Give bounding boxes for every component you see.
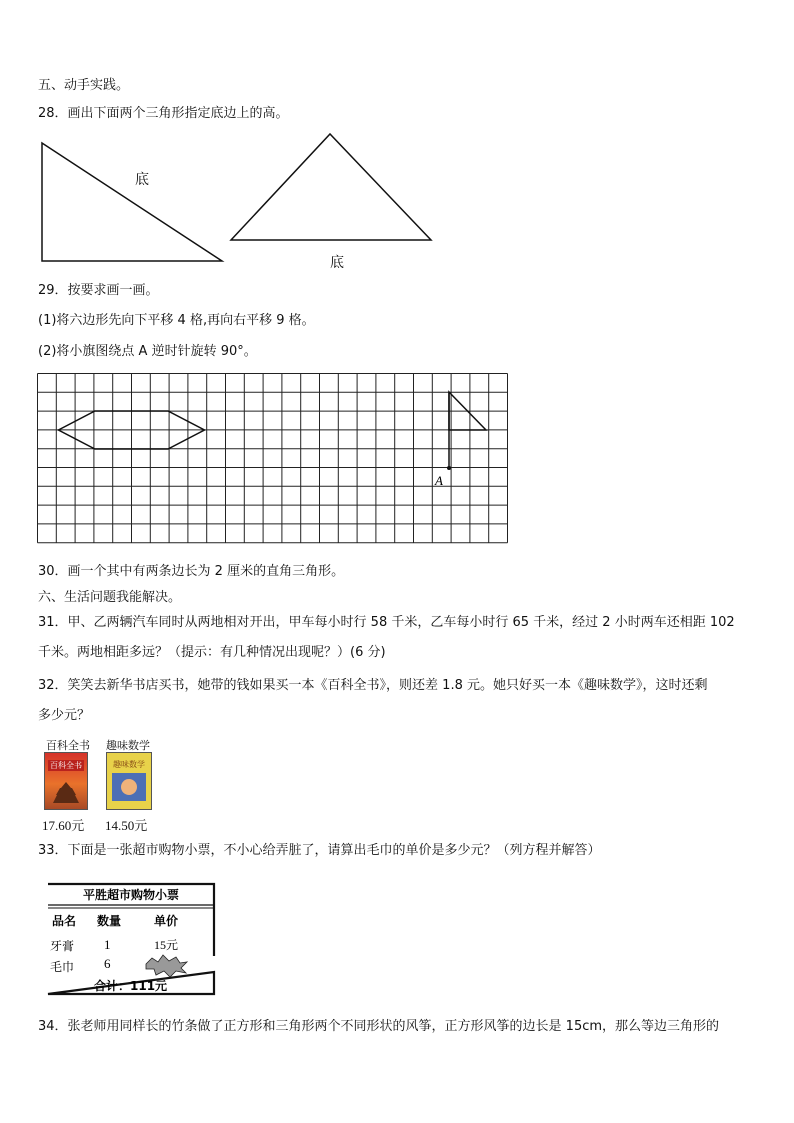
point-a-label: A	[435, 473, 443, 488]
section-title-6: 六、生活问题我能解决。	[38, 590, 182, 605]
book2-cover-text: 趣味数学	[113, 760, 145, 769]
receipt-row1-qty: 1	[104, 937, 111, 952]
book2-title: 趣味数学	[106, 739, 150, 752]
receipt	[42, 878, 222, 1000]
dirt-stain	[146, 955, 187, 977]
question-31-line2: 千米。两地相距多远？（提示：有几种情况出现呢？）(6 分)	[38, 645, 386, 660]
book2-cover	[106, 752, 152, 810]
receipt-total: 合计：111元	[94, 979, 168, 993]
receipt-header-name: 品名	[52, 914, 77, 928]
question-34: 34．张老师用同样长的竹条做了正方形和三角形两个不同形状的风筝，正方形风筝的边长是 15cm，那么等边三角形的	[38, 1019, 720, 1034]
temple-icon	[45, 777, 87, 807]
receipt-row2-qty: 6	[104, 956, 111, 971]
book1-price: 17.60元	[42, 818, 85, 833]
question-28: 28．画出下面两个三角形指定底边上的高。	[38, 106, 289, 121]
question-32-line2: 多少元？	[38, 708, 91, 723]
receipt-row1-name: 牙膏	[50, 939, 75, 953]
base-label-2: 底	[330, 255, 344, 271]
question-32-line1: 32．笑笑去新华书店买书，她带的钱如果买一本《百科全书》，则还差 1.8 元。她只好买一本《趣味数学》，这时还剩	[38, 678, 708, 693]
book1-title: 百科全书	[46, 739, 90, 752]
receipt-header-price: 单价	[154, 914, 179, 928]
receipt-title: 平胜超市购物小票	[82, 888, 180, 902]
receipt-header-qty: 数量	[97, 914, 122, 928]
receipt-row2-name: 毛巾	[50, 960, 75, 974]
receipt-row1-price: 15元	[154, 938, 179, 952]
cartoon-icon	[107, 770, 151, 804]
question-29-part2: (2)将小旗图绕点 A 逆时针旋转 90°。	[38, 344, 257, 359]
grid-figure	[37, 373, 509, 549]
book1-cover	[44, 752, 88, 810]
question-30: 30．画一个其中有两条边长为 2 厘米的直角三角形。	[38, 564, 345, 579]
point-a	[447, 466, 451, 470]
right-triangle	[42, 143, 222, 261]
section-title-5: 五、动手实践。	[38, 78, 130, 93]
book2-price: 14.50元	[105, 818, 148, 833]
question-29-part1: (1)将六边形先向下平移 4 格,再向右平移 9 格。	[38, 313, 315, 328]
base-label-1: 底	[135, 172, 149, 188]
triangles-figure	[30, 130, 450, 275]
question-31-line1: 31．甲、乙两辆汽车同时从两地相对开出，甲车每小时行 58 千米，乙车每小时行 65 千米，经过 2 小时两车还相距 102	[38, 615, 735, 630]
isosceles-triangle	[231, 134, 431, 240]
grid-lines	[38, 374, 508, 543]
book1-cover-text: 百科全书	[50, 761, 82, 770]
question-33: 33．下面是一张超市购物小票，不小心给弄脏了，请算出毛巾的单价是多少元？（列方程并解答）	[38, 843, 601, 858]
question-29: 29．按要求画一画。	[38, 283, 159, 298]
